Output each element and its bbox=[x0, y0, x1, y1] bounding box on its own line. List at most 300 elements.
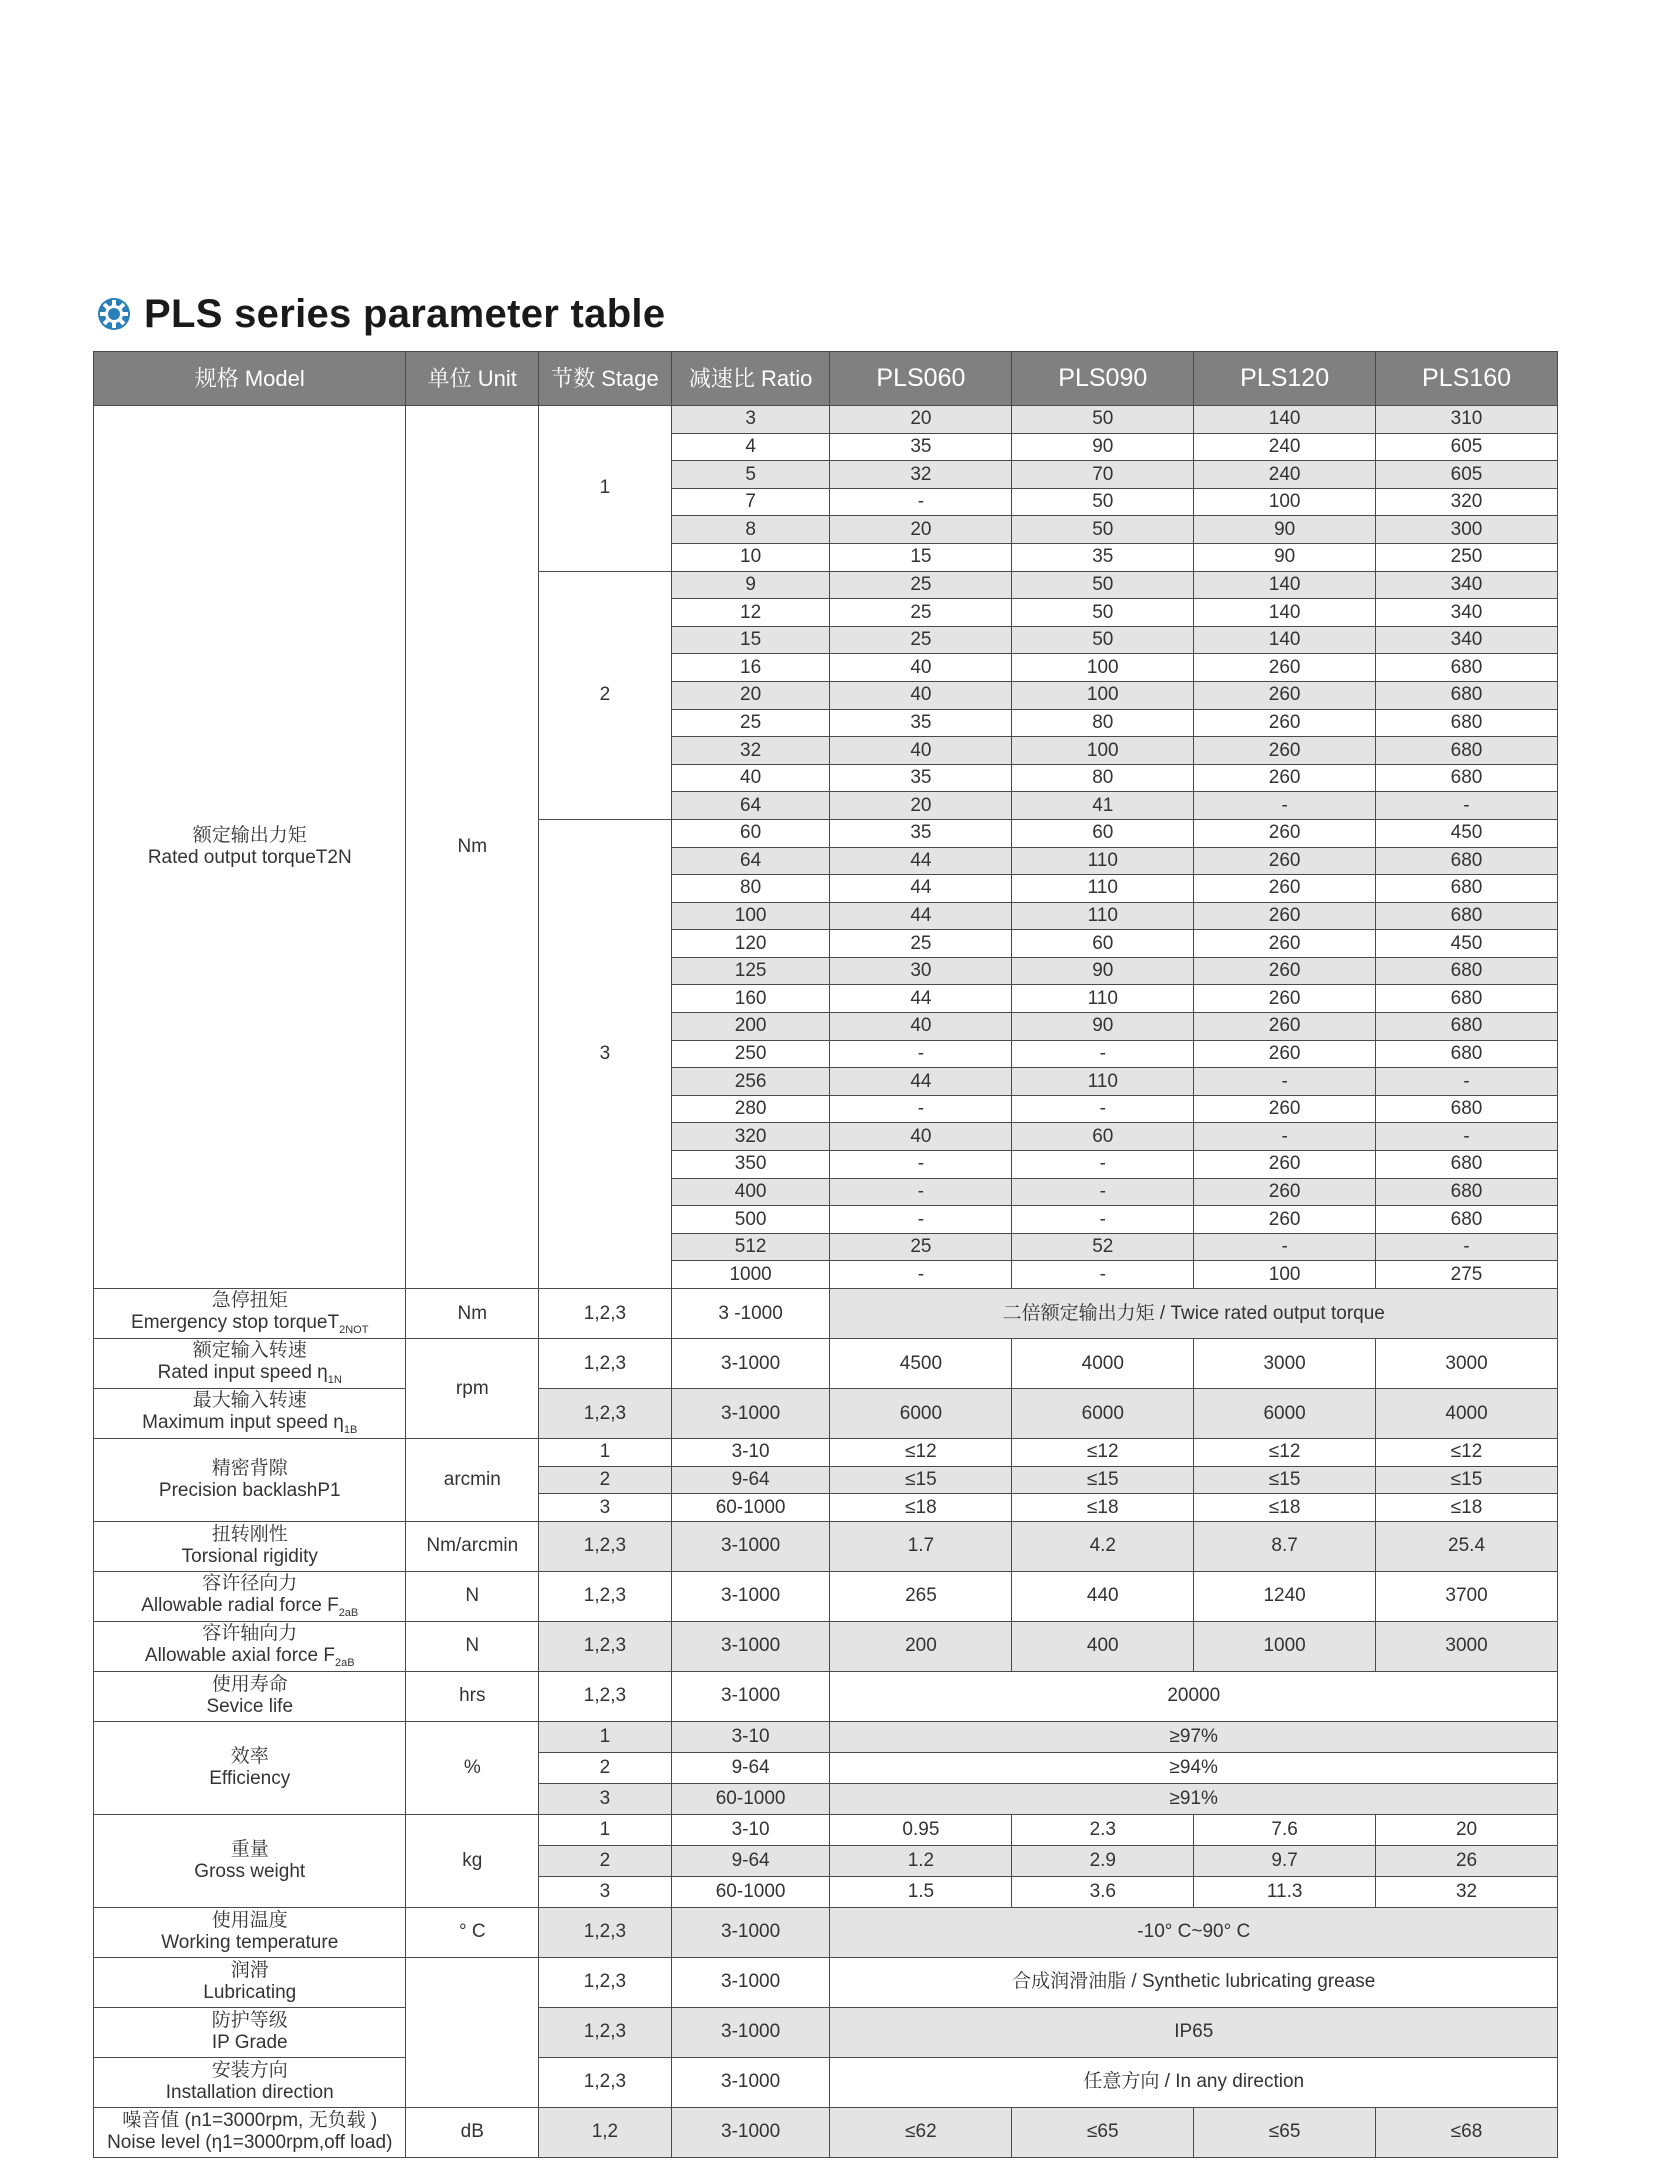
torque-value: 20 bbox=[830, 792, 1012, 820]
axial-value: 3000 bbox=[1376, 1621, 1558, 1671]
header-pls160: PLS160 bbox=[1376, 352, 1558, 406]
torque-value: - bbox=[830, 1040, 1012, 1068]
life-value: 20000 bbox=[830, 1671, 1558, 1721]
torque-ratio: 8 bbox=[671, 516, 830, 544]
installation-value: 任意方向 / In any direction bbox=[830, 2057, 1558, 2107]
ip-value: IP65 bbox=[830, 2007, 1558, 2057]
torque-value: 80 bbox=[1012, 709, 1194, 737]
rated-speed-pls160: 3000 bbox=[1376, 1339, 1558, 1389]
torque-ratio: 40 bbox=[671, 764, 830, 792]
torque-value: 260 bbox=[1194, 902, 1376, 930]
efficiency-value: ≥94% bbox=[830, 1752, 1558, 1783]
torque-value: 260 bbox=[1194, 1151, 1376, 1179]
table-row bbox=[94, 1571, 1558, 1621]
torque-value: 680 bbox=[1376, 1040, 1558, 1068]
backlash-value: ≤18 bbox=[1376, 1494, 1558, 1522]
empty-unit bbox=[406, 1957, 539, 2107]
torque-ratio: 25 bbox=[671, 709, 830, 737]
torque-value: - bbox=[830, 488, 1012, 516]
torque-value: 40 bbox=[830, 1123, 1012, 1151]
torque-value: 44 bbox=[830, 1068, 1012, 1096]
torque-value: 90 bbox=[1012, 957, 1194, 985]
torque-value: 300 bbox=[1376, 516, 1558, 544]
torque-ratio: 64 bbox=[671, 792, 830, 820]
torque-value: - bbox=[1194, 1233, 1376, 1261]
header-pls120: PLS120 bbox=[1194, 352, 1376, 406]
torque-value: 680 bbox=[1376, 985, 1558, 1013]
noise-value: ≤62 bbox=[830, 2107, 1012, 2157]
torque-ratio: 32 bbox=[671, 737, 830, 765]
table-row bbox=[94, 1521, 1558, 1571]
torque-ratio: 10 bbox=[671, 543, 830, 571]
torque-ratio: 1000 bbox=[671, 1261, 830, 1289]
torque-value: 100 bbox=[1012, 737, 1194, 765]
torque-value: 320 bbox=[1376, 488, 1558, 516]
efficiency-unit: % bbox=[406, 1721, 539, 1814]
efficiency-ratio: 3-10 bbox=[671, 1721, 830, 1752]
table-row bbox=[94, 2107, 1558, 2157]
torque-value: 100 bbox=[1194, 1261, 1376, 1289]
torque-value: 100 bbox=[1012, 654, 1194, 682]
torque-value: 60 bbox=[1012, 819, 1194, 847]
torque-value: 260 bbox=[1194, 957, 1376, 985]
torque-value: - bbox=[1376, 1233, 1558, 1261]
torque-ratio: 256 bbox=[671, 1068, 830, 1096]
torque-value: 30 bbox=[830, 957, 1012, 985]
weight-stage: 2 bbox=[539, 1845, 672, 1876]
torque-value: 60 bbox=[1012, 1123, 1194, 1151]
torque-value: 100 bbox=[1012, 681, 1194, 709]
weight-value: 1.5 bbox=[830, 1876, 1012, 1907]
torque-value: 680 bbox=[1376, 957, 1558, 985]
torque-value: - bbox=[1376, 1068, 1558, 1096]
rigidity-unit: Nm/arcmin bbox=[406, 1521, 539, 1571]
noise-label: 噪音值 (n1=3000rpm, 无负载 ) Noise level (η1=3000rpm,off load) bbox=[94, 2107, 406, 2157]
weight-stage: 3 bbox=[539, 1876, 672, 1907]
backlash-value: ≤12 bbox=[1012, 1439, 1194, 1467]
torque-value: 275 bbox=[1376, 1261, 1558, 1289]
torque-value: 140 bbox=[1194, 599, 1376, 627]
torque-value: 260 bbox=[1194, 737, 1376, 765]
torque-value: 44 bbox=[830, 985, 1012, 1013]
header-ratio: 减速比 Ratio bbox=[671, 352, 830, 406]
weight-label: 重量 Gross weight bbox=[94, 1814, 406, 1907]
torque-value: 44 bbox=[830, 875, 1012, 903]
weight-ratio: 60-1000 bbox=[671, 1876, 830, 1907]
backlash-value: ≤12 bbox=[830, 1439, 1012, 1467]
radial-value: 1240 bbox=[1194, 1571, 1376, 1621]
torque-value: 260 bbox=[1194, 1013, 1376, 1041]
torque-ratio: 350 bbox=[671, 1151, 830, 1179]
radial-value: 3700 bbox=[1376, 1571, 1558, 1621]
torque-value: - bbox=[830, 1178, 1012, 1206]
backlash-ratio: 60-1000 bbox=[671, 1494, 830, 1522]
efficiency-label: 效率 Efficiency bbox=[94, 1721, 406, 1814]
axial-stage: 1,2,3 bbox=[539, 1621, 672, 1671]
torque-value: 35 bbox=[830, 764, 1012, 792]
backlash-value: ≤18 bbox=[830, 1494, 1012, 1522]
max-speed-pls120: 6000 bbox=[1194, 1389, 1376, 1439]
torque-value: 110 bbox=[1012, 875, 1194, 903]
torque-value: 140 bbox=[1194, 406, 1376, 434]
torque-value: 140 bbox=[1194, 626, 1376, 654]
torque-value: 110 bbox=[1012, 985, 1194, 1013]
axial-value: 1000 bbox=[1194, 1621, 1376, 1671]
emergency-unit: Nm bbox=[406, 1289, 539, 1339]
torque-value: - bbox=[1012, 1040, 1194, 1068]
torque-value: 20 bbox=[830, 406, 1012, 434]
torque-value: 50 bbox=[1012, 406, 1194, 434]
installation-stage: 1,2,3 bbox=[539, 2057, 672, 2107]
backlash-value: ≤12 bbox=[1194, 1439, 1376, 1467]
temperature-label: 使用温度 Working temperature bbox=[94, 1907, 406, 1957]
torque-value: 20 bbox=[830, 516, 1012, 544]
torque-value: 260 bbox=[1194, 1040, 1376, 1068]
lubricating-label: 润滑 Lubricating bbox=[94, 1957, 406, 2007]
backlash-label: 精密背隙 Precision backlashP1 bbox=[94, 1439, 406, 1522]
life-stage: 1,2,3 bbox=[539, 1671, 672, 1721]
noise-unit: dB bbox=[406, 2107, 539, 2157]
weight-value: 7.6 bbox=[1194, 1814, 1376, 1845]
weight-value: 26 bbox=[1376, 1845, 1558, 1876]
noise-value: ≤65 bbox=[1012, 2107, 1194, 2157]
torque-value: 250 bbox=[1376, 543, 1558, 571]
torque-section bbox=[94, 406, 1558, 1289]
efficiency-value: ≥97% bbox=[830, 1721, 1558, 1752]
ip-ratio: 3-1000 bbox=[671, 2007, 830, 2057]
efficiency-stage: 2 bbox=[539, 1752, 672, 1783]
weight-stage: 1 bbox=[539, 1814, 672, 1845]
torque-value: - bbox=[1194, 1123, 1376, 1151]
weight-ratio: 3-10 bbox=[671, 1814, 830, 1845]
torque-value: 340 bbox=[1376, 571, 1558, 599]
page-title bbox=[96, 288, 665, 340]
torque-value: 260 bbox=[1194, 1178, 1376, 1206]
emergency-label: 急停扭矩 Emergency stop torqueT$_{2NOT}$ bbox=[94, 1289, 406, 1339]
torque-stage: 2 bbox=[539, 571, 672, 819]
noise-ratio: 3-1000 bbox=[671, 2107, 830, 2157]
table-row bbox=[94, 2057, 1558, 2107]
max-speed-stage: 1,2,3 bbox=[539, 1389, 672, 1439]
torque-value: 90 bbox=[1194, 516, 1376, 544]
backlash-value: ≤18 bbox=[1194, 1494, 1376, 1522]
torque-value: 60 bbox=[1012, 930, 1194, 958]
header-model: 规格 Model bbox=[94, 352, 406, 406]
emergency-ratio: 3 -1000 bbox=[671, 1289, 830, 1339]
torque-value: - bbox=[1376, 792, 1558, 820]
rigidity-ratio: 3-1000 bbox=[671, 1521, 830, 1571]
torque-value: 35 bbox=[830, 709, 1012, 737]
efficiency-stage: 1 bbox=[539, 1721, 672, 1752]
torque-value: 25 bbox=[830, 1233, 1012, 1261]
axial-label: 容许轴向力 Allowable axial force $F_{2aB}$ bbox=[94, 1621, 406, 1671]
torque-value: 50 bbox=[1012, 516, 1194, 544]
max-speed-pls160: 4000 bbox=[1376, 1389, 1558, 1439]
torque-ratio: 60 bbox=[671, 819, 830, 847]
torque-value: 50 bbox=[1012, 488, 1194, 516]
life-label: 使用寿命 Sevice life bbox=[94, 1671, 406, 1721]
backlash-stage: 2 bbox=[539, 1466, 672, 1494]
torque-value: 680 bbox=[1376, 847, 1558, 875]
backlash-value: ≤15 bbox=[1012, 1466, 1194, 1494]
torque-value: 340 bbox=[1376, 599, 1558, 627]
torque-ratio: 5 bbox=[671, 461, 830, 489]
table-row bbox=[94, 1907, 1558, 1957]
table-row bbox=[94, 1439, 1558, 1467]
torque-value: 32 bbox=[830, 461, 1012, 489]
ip-stage: 1,2,3 bbox=[539, 2007, 672, 2057]
torque-stage: 1 bbox=[539, 406, 672, 572]
torque-value: - bbox=[1012, 1151, 1194, 1179]
backlash-stage: 1 bbox=[539, 1439, 672, 1467]
torque-ratio: 500 bbox=[671, 1206, 830, 1234]
table-row bbox=[94, 1671, 1558, 1721]
torque-value: 260 bbox=[1194, 930, 1376, 958]
torque-value: 35 bbox=[1012, 543, 1194, 571]
header-pls060: PLS060 bbox=[830, 352, 1012, 406]
life-unit: hrs bbox=[406, 1671, 539, 1721]
axial-unit: N bbox=[406, 1621, 539, 1671]
rated-speed-stage: 1,2,3 bbox=[539, 1339, 672, 1389]
torque-ratio: 512 bbox=[671, 1233, 830, 1261]
torque-ratio: 125 bbox=[671, 957, 830, 985]
life-ratio: 3-1000 bbox=[671, 1671, 830, 1721]
torque-value: 680 bbox=[1376, 737, 1558, 765]
weight-ratio: 9-64 bbox=[671, 1845, 830, 1876]
torque-value: 52 bbox=[1012, 1233, 1194, 1261]
torque-value: - bbox=[1012, 1261, 1194, 1289]
weight-value: 2.9 bbox=[1012, 1845, 1194, 1876]
rigidity-label: 扭转刚性 Torsional rigidity bbox=[94, 1521, 406, 1571]
torque-value: 680 bbox=[1376, 681, 1558, 709]
torque-value: 15 bbox=[830, 543, 1012, 571]
axial-ratio: 3-1000 bbox=[671, 1621, 830, 1671]
torque-ratio: 200 bbox=[671, 1013, 830, 1041]
torque-value: 680 bbox=[1376, 1151, 1558, 1179]
torque-value: 680 bbox=[1376, 1013, 1558, 1041]
torque-value: 605 bbox=[1376, 461, 1558, 489]
torque-stage: 3 bbox=[539, 819, 672, 1288]
torque-value: - bbox=[1376, 1123, 1558, 1151]
temperature-ratio: 3-1000 bbox=[671, 1907, 830, 1957]
torque-value: 680 bbox=[1376, 1095, 1558, 1123]
torque-value: 90 bbox=[1012, 1013, 1194, 1041]
torque-value: 90 bbox=[1012, 433, 1194, 461]
noise-value: ≤68 bbox=[1376, 2107, 1558, 2157]
torque-value: 44 bbox=[830, 902, 1012, 930]
backlash-value: ≤15 bbox=[1194, 1466, 1376, 1494]
table-row bbox=[94, 406, 1558, 434]
torque-value: 260 bbox=[1194, 847, 1376, 875]
efficiency-value: ≥91% bbox=[830, 1783, 1558, 1814]
torque-ratio: 7 bbox=[671, 488, 830, 516]
speed-unit: rpm bbox=[406, 1339, 539, 1439]
table-row bbox=[94, 1339, 1558, 1389]
backlash-ratio: 3-10 bbox=[671, 1439, 830, 1467]
backlash-value: ≤18 bbox=[1012, 1494, 1194, 1522]
weight-value: 0.95 bbox=[830, 1814, 1012, 1845]
rated-speed-ratio: 3-1000 bbox=[671, 1339, 830, 1389]
emergency-stage: 1,2,3 bbox=[539, 1289, 672, 1339]
torque-value: - bbox=[1012, 1095, 1194, 1123]
torque-value: 680 bbox=[1376, 875, 1558, 903]
radial-label: 容许径向力 Allowable radial force $F_{2aB}$ bbox=[94, 1571, 406, 1621]
rigidity-value: 1.7 bbox=[830, 1521, 1012, 1571]
torque-value: 50 bbox=[1012, 571, 1194, 599]
torque-ratio: 12 bbox=[671, 599, 830, 627]
weight-value: 32 bbox=[1376, 1876, 1558, 1907]
torque-value: 25 bbox=[830, 626, 1012, 654]
radial-stage: 1,2,3 bbox=[539, 1571, 672, 1621]
torque-ratio: 3 bbox=[671, 406, 830, 434]
header-unit: 单位 Unit bbox=[406, 352, 539, 406]
rigidity-value: 25.4 bbox=[1376, 1521, 1558, 1571]
max-speed-pls090: 6000 bbox=[1012, 1389, 1194, 1439]
rigidity-value: 4.2 bbox=[1012, 1521, 1194, 1571]
rated-speed-pls090: 4000 bbox=[1012, 1339, 1194, 1389]
weight-value: 11.3 bbox=[1194, 1876, 1376, 1907]
radial-value: 265 bbox=[830, 1571, 1012, 1621]
efficiency-ratio: 9-64 bbox=[671, 1752, 830, 1783]
radial-ratio: 3-1000 bbox=[671, 1571, 830, 1621]
noise-stage: 1,2 bbox=[539, 2107, 672, 2157]
header-pls090: PLS090 bbox=[1012, 352, 1194, 406]
torque-value: 110 bbox=[1012, 847, 1194, 875]
installation-ratio: 3-1000 bbox=[671, 2057, 830, 2107]
torque-unit: Nm bbox=[406, 406, 539, 1289]
header-stage: 节数 Stage bbox=[539, 352, 672, 406]
torque-ratio: 320 bbox=[671, 1123, 830, 1151]
torque-value: 260 bbox=[1194, 764, 1376, 792]
max-speed-pls060: 6000 bbox=[830, 1389, 1012, 1439]
weight-unit: kg bbox=[406, 1814, 539, 1907]
max-speed-label: 最大输入转速 Maximum input speed $\eta_{1B}$ bbox=[94, 1389, 406, 1439]
torque-value: 110 bbox=[1012, 1068, 1194, 1096]
torque-value: 41 bbox=[1012, 792, 1194, 820]
radial-value: 440 bbox=[1012, 1571, 1194, 1621]
torque-value: 680 bbox=[1376, 709, 1558, 737]
torque-value: - bbox=[1012, 1206, 1194, 1234]
torque-value: 44 bbox=[830, 847, 1012, 875]
torque-ratio: 120 bbox=[671, 930, 830, 958]
table-row bbox=[94, 1289, 1558, 1339]
torque-value: - bbox=[830, 1151, 1012, 1179]
rated-speed-pls060: 4500 bbox=[830, 1339, 1012, 1389]
backlash-value: ≤12 bbox=[1376, 1439, 1558, 1467]
temperature-value: -10° C~90° C bbox=[830, 1907, 1558, 1957]
backlash-value: ≤15 bbox=[830, 1466, 1012, 1494]
torque-value: 605 bbox=[1376, 433, 1558, 461]
weight-value: 1.2 bbox=[830, 1845, 1012, 1876]
temperature-unit: ° C bbox=[406, 1907, 539, 1957]
rigidity-stage: 1,2,3 bbox=[539, 1521, 672, 1571]
table-row bbox=[94, 1721, 1558, 1752]
torque-value: - bbox=[1194, 1068, 1376, 1096]
torque-value: 260 bbox=[1194, 654, 1376, 682]
torque-ratio: 15 bbox=[671, 626, 830, 654]
torque-value: 680 bbox=[1376, 902, 1558, 930]
torque-value: 40 bbox=[830, 1013, 1012, 1041]
torque-value: 450 bbox=[1376, 930, 1558, 958]
backlash-ratio: 9-64 bbox=[671, 1466, 830, 1494]
temperature-stage: 1,2,3 bbox=[539, 1907, 672, 1957]
torque-ratio: 16 bbox=[671, 654, 830, 682]
torque-value: 50 bbox=[1012, 626, 1194, 654]
torque-value: 680 bbox=[1376, 1178, 1558, 1206]
torque-ratio: 160 bbox=[671, 985, 830, 1013]
torque-ratio: 64 bbox=[671, 847, 830, 875]
torque-value: 680 bbox=[1376, 654, 1558, 682]
table-row bbox=[94, 2007, 1558, 2057]
torque-value: 260 bbox=[1194, 1095, 1376, 1123]
torque-value: 110 bbox=[1012, 902, 1194, 930]
lubricating-value: 合成润滑油脂 / Synthetic lubricating grease bbox=[830, 1957, 1558, 2007]
gear-icon bbox=[96, 296, 132, 332]
torque-value: 340 bbox=[1376, 626, 1558, 654]
ip-label: 防护等级 IP Grade bbox=[94, 2007, 406, 2057]
torque-value: 450 bbox=[1376, 819, 1558, 847]
emergency-value: 二倍额定输出力矩 / Twice rated output torque bbox=[830, 1289, 1558, 1339]
table-row bbox=[94, 1621, 1558, 1671]
torque-value: - bbox=[1012, 1178, 1194, 1206]
torque-value: - bbox=[830, 1095, 1012, 1123]
torque-label: 额定输出力矩 Rated output torqueT2N bbox=[94, 406, 406, 1289]
weight-value: 2.3 bbox=[1012, 1814, 1194, 1845]
torque-value: 680 bbox=[1376, 1206, 1558, 1234]
radial-unit: N bbox=[406, 1571, 539, 1621]
weight-value: 3.6 bbox=[1012, 1876, 1194, 1907]
torque-value: 35 bbox=[830, 819, 1012, 847]
table-row bbox=[94, 1957, 1558, 2007]
table-row bbox=[94, 1389, 1558, 1439]
torque-value: 260 bbox=[1194, 819, 1376, 847]
torque-value: 260 bbox=[1194, 1206, 1376, 1234]
torque-value: 90 bbox=[1194, 543, 1376, 571]
torque-value: 25 bbox=[830, 571, 1012, 599]
table-header bbox=[94, 352, 1558, 406]
torque-value: 40 bbox=[830, 654, 1012, 682]
installation-label: 安装方向 Installation direction bbox=[94, 2057, 406, 2107]
page-title-text: PLS series parameter table bbox=[144, 291, 666, 336]
torque-value: 240 bbox=[1194, 461, 1376, 489]
backlash-stage: 3 bbox=[539, 1494, 672, 1522]
torque-ratio: 9 bbox=[671, 571, 830, 599]
lubricating-ratio: 3-1000 bbox=[671, 1957, 830, 2007]
torque-value: 80 bbox=[1012, 764, 1194, 792]
torque-value: 140 bbox=[1194, 571, 1376, 599]
rigidity-value: 8.7 bbox=[1194, 1521, 1376, 1571]
axial-value: 400 bbox=[1012, 1621, 1194, 1671]
torque-ratio: 80 bbox=[671, 875, 830, 903]
torque-value: 70 bbox=[1012, 461, 1194, 489]
rated-speed-label: 额定输入转速 Rated input speed $\eta_{1N}$ bbox=[94, 1339, 406, 1389]
torque-value: - bbox=[1194, 792, 1376, 820]
torque-value: 260 bbox=[1194, 681, 1376, 709]
torque-value: 310 bbox=[1376, 406, 1558, 434]
other-specs bbox=[94, 1289, 1558, 2158]
noise-value: ≤65 bbox=[1194, 2107, 1376, 2157]
torque-value: - bbox=[830, 1261, 1012, 1289]
max-speed-ratio: 3-1000 bbox=[671, 1389, 830, 1439]
torque-ratio: 100 bbox=[671, 902, 830, 930]
backlash-unit: arcmin bbox=[406, 1439, 539, 1522]
torque-value: - bbox=[830, 1206, 1012, 1234]
torque-value: 240 bbox=[1194, 433, 1376, 461]
axial-value: 200 bbox=[830, 1621, 1012, 1671]
torque-value: 260 bbox=[1194, 985, 1376, 1013]
torque-value: 25 bbox=[830, 930, 1012, 958]
torque-value: 40 bbox=[830, 737, 1012, 765]
